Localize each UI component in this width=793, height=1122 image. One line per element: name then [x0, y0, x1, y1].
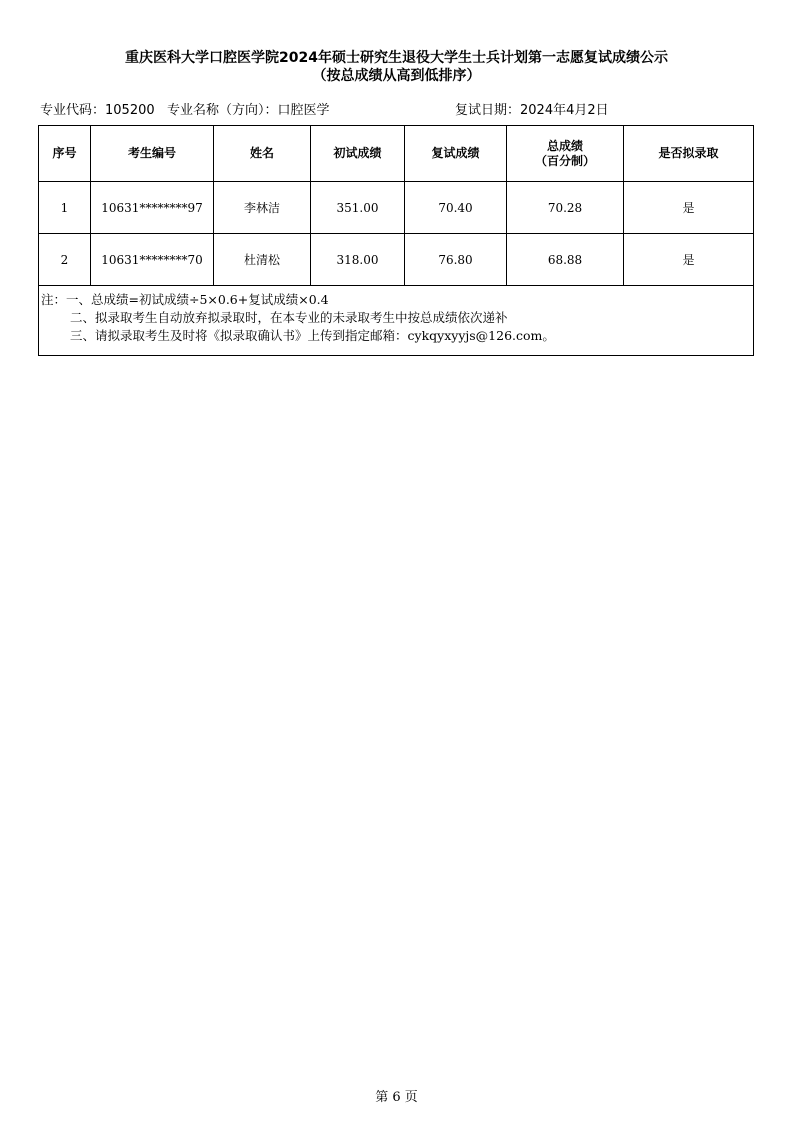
page-number: 第 6 页 — [375, 1090, 418, 1105]
cell-retest-score: 76.80 — [405, 234, 507, 286]
table-header-row — [39, 126, 754, 182]
header-total-score — [507, 126, 624, 182]
notes-cell — [39, 286, 754, 356]
retest-date: 复试日期：2024年4月2日 — [455, 103, 609, 118]
cell-total-score: 70.28 — [507, 182, 624, 234]
cell-exam-id: 10631********70 — [91, 234, 214, 286]
cell-prelim-score: 318.00 — [311, 234, 405, 286]
cell-name: 李林洁 — [214, 182, 311, 234]
note-1: 注：一、总成绩=初试成绩÷5×0.6+复试成绩×0.4 — [41, 292, 329, 307]
header-prelim-score: 初试成绩 — [311, 126, 405, 182]
header-index: 序号 — [39, 126, 91, 182]
header-name: 姓名 — [214, 126, 311, 182]
cell-index: 1 — [39, 182, 91, 234]
header-exam-id: 考生编号 — [91, 126, 214, 182]
major-code: 专业代码：105200 — [40, 103, 155, 118]
header-total-label: 总成绩 — [546, 138, 583, 153]
document-subtitle: （按总成绩从高到低排序） — [312, 68, 481, 84]
note-3: 三、请拟录取考生及时将《拟录取确认书》上传到指定邮箱：cykqyxyyjs@126.com。 — [70, 328, 555, 343]
cell-prelim-score: 351.00 — [311, 182, 405, 234]
header-admit: 是否拟录取 — [624, 126, 754, 182]
cell-index: 2 — [39, 234, 91, 286]
score-table — [38, 125, 754, 356]
header-retest-score: 复试成绩 — [405, 126, 507, 182]
cell-exam-id: 10631********97 — [91, 182, 214, 234]
header-total-sublabel: （百分制） — [534, 153, 595, 168]
table-row — [39, 182, 754, 234]
document-title: 重庆医科大学口腔医学院2024年硕士研究生退役大学生士兵计划第一志愿复试成绩公示 — [125, 50, 668, 66]
table-row — [39, 234, 754, 286]
cell-admit: 是 — [624, 234, 754, 286]
major-name: 专业名称（方向）：口腔医学 — [167, 103, 330, 118]
cell-name: 杜清松 — [214, 234, 311, 286]
cell-retest-score: 70.40 — [405, 182, 507, 234]
notes-row — [39, 286, 754, 356]
cell-total-score: 68.88 — [507, 234, 624, 286]
note-2: 二、拟录取考生自动放弃拟录取时，在本专业的未录取考生中按总成绩依次递补 — [70, 310, 508, 325]
cell-admit: 是 — [624, 182, 754, 234]
major-info — [40, 103, 330, 119]
